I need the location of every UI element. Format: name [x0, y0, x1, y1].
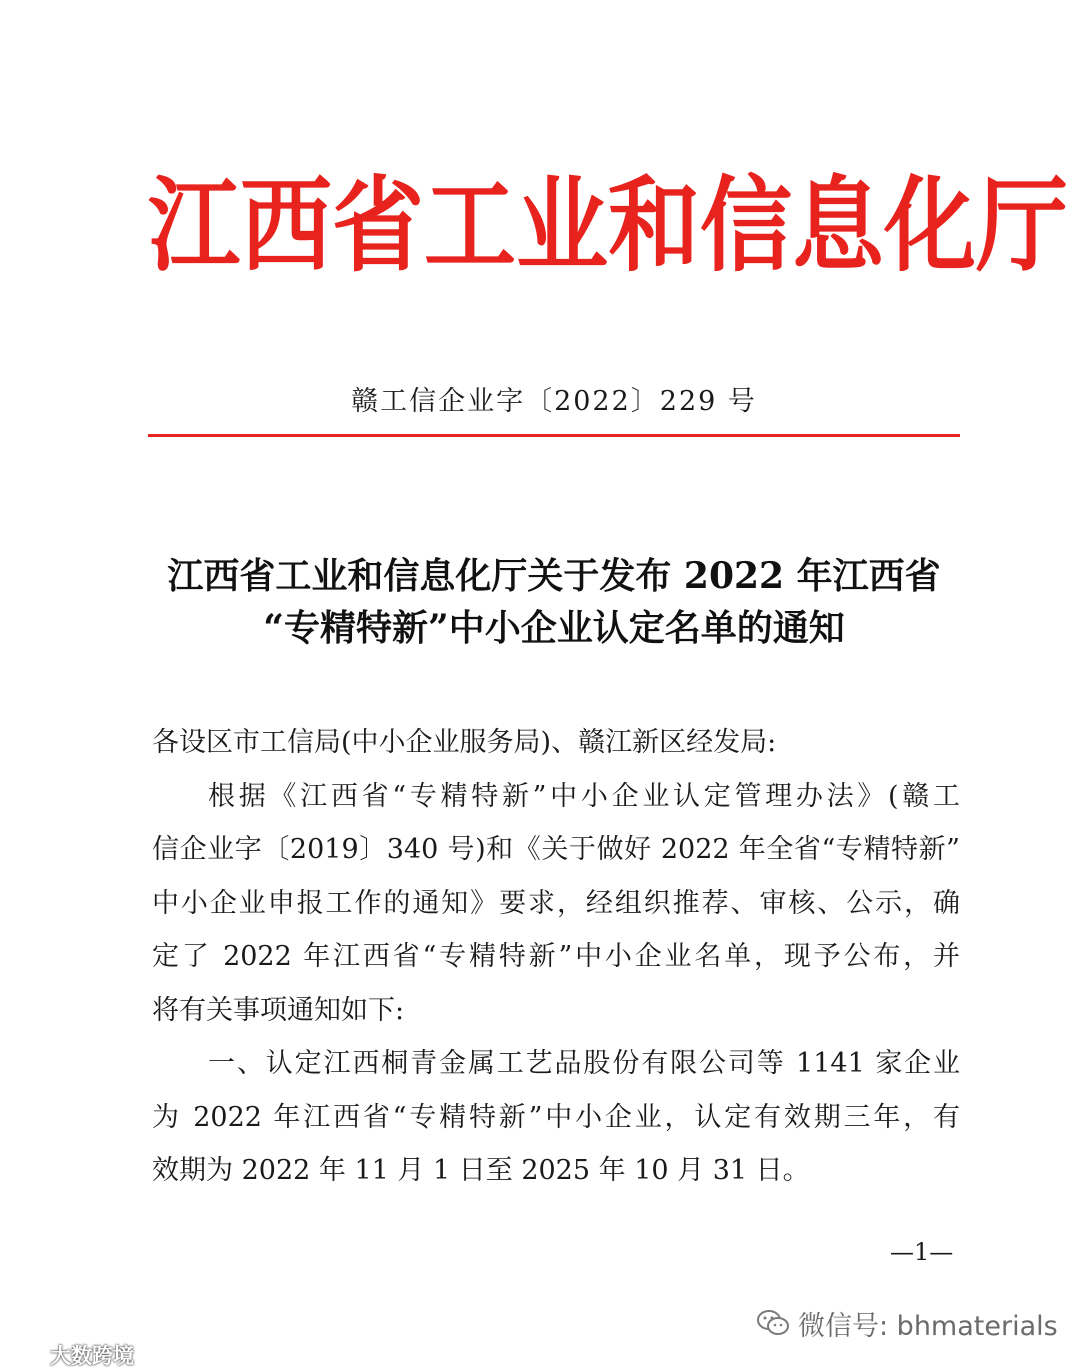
document-number: 赣工信企业字〔2022〕229 号 [351, 386, 757, 417]
body-line: 效期为 2022 年 11 月 1 日至 2025 年 10 月 31 日。 [152, 1155, 810, 1186]
body-line: 定了 2022 年江西省“专精特新”中小企业名单，现予公布，并 [152, 941, 960, 972]
addressee-line: 各设区市工信局(中小企业服务局)、赣江新区经发局: [152, 727, 777, 758]
notice-title-line-2: “专精特新”中小企业认定名单的通知 [263, 607, 845, 649]
body-line: 一、认定江西桐青金属工艺品股份有限公司等 1141 家企业 [208, 1048, 960, 1079]
wechat-id-text: 微信号: bhmaterials [798, 1310, 1058, 1342]
page-number: —1— [890, 1238, 954, 1266]
dashujuajing-watermark [8, 1340, 134, 1370]
notice-body [152, 716, 960, 1198]
body-line: 中小企业申报工作的通知》要求，经组织推荐、审核、公示，确 [152, 887, 960, 919]
body-line: 信企业字〔2019〕340 号)和《关于做好 2022 年全省“专精特新” [152, 834, 960, 865]
notice-title-line-1: 江西省工业和信息化厅关于发布 2022 年江西省 [167, 555, 941, 597]
body-line: 将有关事项通知如下: [152, 994, 405, 1026]
wechat-icon [756, 1308, 790, 1338]
body-line: 根据《江西省“专精特新”中小企业认定管理办法》(赣工 [208, 780, 960, 812]
dashujuajing-logo-icon [8, 1344, 44, 1366]
notice-title [148, 550, 960, 654]
body-line: 为 2022 年江西省“专精特新”中小企业，认定有效期三年，有 [152, 1101, 960, 1133]
wechat-watermark [756, 1300, 1058, 1346]
issuer-red-header: 江西省工业和信息化厅 [148, 164, 1069, 286]
red-divider-line [148, 434, 960, 437]
dashujuajing-text: 大数跨境 [50, 1344, 134, 1368]
